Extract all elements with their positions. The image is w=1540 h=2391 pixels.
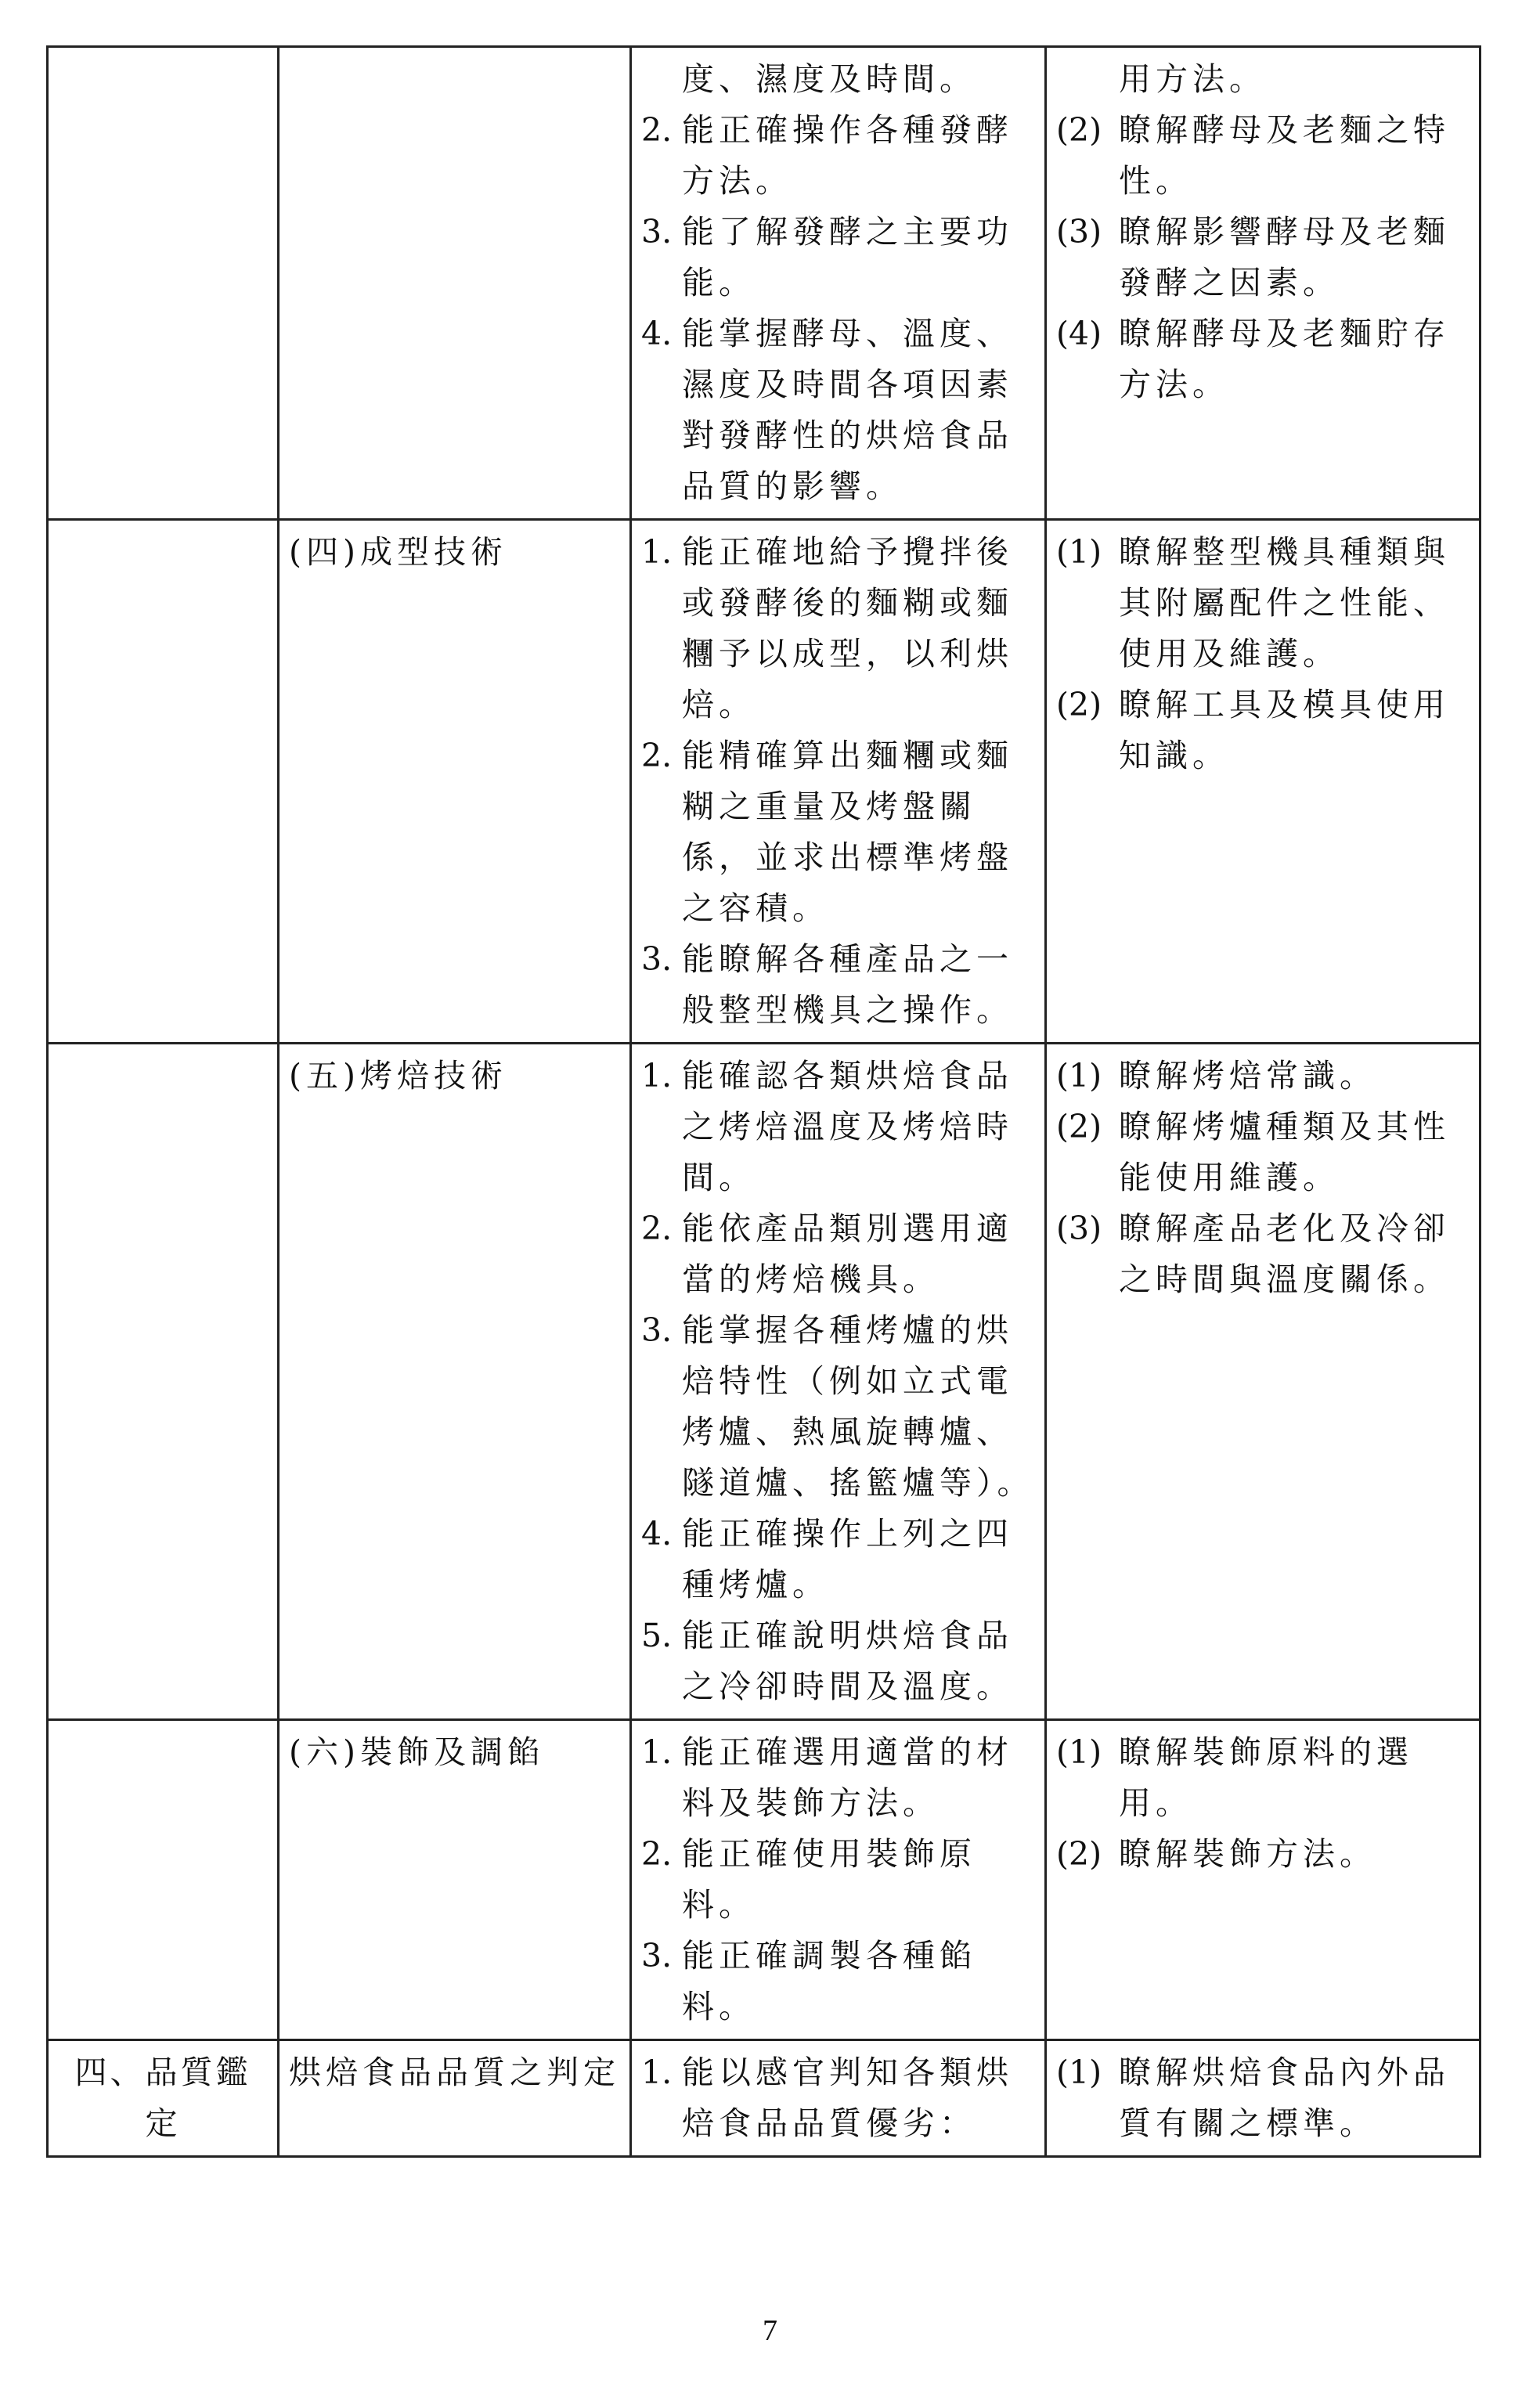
ability-item-text: 度、濕度及時間。 — [682, 60, 976, 98]
ability-cell — [631, 520, 1046, 1044]
category-cell — [48, 47, 279, 520]
ability-item — [641, 308, 1035, 512]
ability-item-number: 4. — [641, 315, 673, 352]
knowledge-item-text: 瞭解產品老化及冷卻之時間與溫度關係。 — [1119, 1210, 1450, 1298]
knowledge-item-text: 瞭解工具及模具使用知識。 — [1119, 686, 1450, 774]
knowledge-item — [1056, 207, 1470, 308]
knowledge-item-text: 瞭解烤焙常識。 — [1119, 1057, 1376, 1095]
skill-cell — [279, 520, 631, 1044]
knowledge-cell — [1046, 520, 1480, 1044]
knowledge-item-number: (2) — [1056, 111, 1102, 149]
knowledge-item-text: 瞭解酵母及老麵之特性。 — [1119, 111, 1450, 200]
ability-item-text: 能正確說明烘焙食品之冷卻時間及溫度。 — [682, 1617, 1013, 1705]
ability-item-number: 3. — [641, 1937, 673, 1974]
skills-table-body — [48, 47, 1480, 2157]
ability-item-text: 能掌握酵母、溫度、濕度及時間各項因素對發酵性的烘焙食品品質的影響。 — [682, 315, 1013, 505]
category-cell — [48, 1044, 279, 1720]
skill-cell — [279, 1720, 631, 2040]
knowledge-item-text: 瞭解影響酵母及老麵發酵之因素。 — [1119, 213, 1450, 301]
knowledge-item-text: 用方法。 — [1119, 60, 1266, 98]
ability-item — [641, 54, 1035, 105]
ability-item — [641, 2047, 1035, 2149]
knowledge-item-number: (1) — [1056, 1733, 1102, 1771]
knowledge-item-number: (2) — [1056, 1108, 1102, 1145]
ability-item — [641, 1727, 1035, 1829]
knowledge-item — [1056, 1102, 1470, 1203]
ability-item-text: 能正確選用適當的材料及裝飾方法。 — [682, 1733, 1013, 1822]
category-cell — [48, 2040, 279, 2157]
knowledge-item-text: 瞭解烤爐種類及其性能使用維護。 — [1119, 1108, 1450, 1196]
ability-item-text: 能了解發酵之主要功能。 — [682, 213, 1013, 301]
skill-label: (六)裝飾及調餡 — [289, 1733, 544, 1771]
ability-item — [641, 1051, 1035, 1203]
knowledge-item-number: (1) — [1056, 2054, 1102, 2091]
ability-item-number: 1. — [641, 1733, 673, 1771]
ability-item — [641, 105, 1035, 207]
knowledge-item — [1056, 680, 1470, 781]
knowledge-item — [1056, 1829, 1470, 1880]
ability-item-text: 能正確地給予攪拌後或發酵後的麵糊或麵糰予以成型，以利烘焙。 — [682, 533, 1013, 723]
ability-item-text: 能瞭解各種產品之一般整型機具之操作。 — [682, 940, 1013, 1029]
ability-item-number: 2. — [641, 111, 673, 149]
knowledge-cell — [1046, 47, 1480, 520]
knowledge-item-text: 瞭解裝飾方法。 — [1119, 1835, 1376, 1873]
ability-item-text: 能正確調製各種餡料。 — [682, 1937, 976, 2025]
category-label: 四、品質鑑定 — [74, 2054, 251, 2142]
knowledge-item — [1056, 527, 1470, 680]
knowledge-item-number — [1056, 54, 1119, 105]
knowledge-item-number: (3) — [1056, 213, 1102, 251]
ability-item-number: 4. — [641, 1515, 673, 1553]
knowledge-item-number: (3) — [1056, 1210, 1102, 1247]
ability-item-number — [641, 54, 682, 105]
category-cell — [48, 520, 279, 1044]
knowledge-cell — [1046, 2040, 1480, 2157]
ability-item-number: 5. — [641, 1617, 673, 1654]
ability-item-number: 3. — [641, 213, 673, 251]
knowledge-item — [1056, 2047, 1470, 2149]
skill-cell — [279, 47, 631, 520]
ability-item-number: 2. — [641, 1835, 673, 1873]
knowledge-item-text: 瞭解酵母及老麵貯存方法。 — [1119, 315, 1450, 403]
knowledge-item-number: (2) — [1056, 686, 1102, 723]
ability-item-text: 能正確操作上列之四種烤爐。 — [682, 1515, 1013, 1603]
ability-item-text: 能以感官判知各類烘焙食品品質優劣： — [682, 2054, 1013, 2142]
knowledge-item-text: 瞭解烘焙食品內外品質有關之標準。 — [1119, 2054, 1450, 2142]
skill-label: (四)成型技術 — [289, 533, 507, 571]
ability-cell — [631, 1044, 1046, 1720]
page-number: 7 — [763, 2314, 777, 2347]
knowledge-item-text: 瞭解裝飾原料的選用。 — [1119, 1733, 1413, 1822]
ability-item-number: 1. — [641, 533, 673, 571]
ability-item — [641, 1509, 1035, 1610]
knowledge-item — [1056, 1051, 1470, 1102]
ability-cell — [631, 2040, 1046, 2157]
ability-cell — [631, 1720, 1046, 2040]
ability-item-text: 能掌握各種烤爐的烘焙特性（例如立式電烤爐、熱風旋轉爐、隧道爐、搖籃爐等）。 — [682, 1311, 1034, 1502]
ability-item — [641, 207, 1035, 308]
knowledge-cell — [1046, 1044, 1480, 1720]
skills-table — [46, 45, 1481, 2158]
knowledge-item — [1056, 105, 1470, 207]
knowledge-item — [1056, 54, 1470, 105]
ability-item — [641, 1829, 1035, 1931]
ability-item — [641, 1305, 1035, 1509]
ability-item-number: 3. — [641, 940, 673, 978]
ability-item-number: 2. — [641, 1210, 673, 1247]
ability-item — [641, 934, 1035, 1036]
knowledge-item-text: 瞭解整型機具種類與其附屬配件之性能、使用及維護。 — [1119, 533, 1450, 673]
knowledge-cell — [1046, 1720, 1480, 2040]
skill-label: (五)烤焙技術 — [289, 1057, 507, 1095]
ability-item-text: 能精確算出麵糰或麵糊之重量及烤盤關係，並求出標準烤盤之容積。 — [682, 737, 1013, 927]
knowledge-item — [1056, 1727, 1470, 1829]
ability-item-number: 1. — [641, 2054, 673, 2091]
knowledge-item-number: (1) — [1056, 533, 1102, 571]
knowledge-item — [1056, 1203, 1470, 1305]
ability-item-number: 1. — [641, 1057, 673, 1095]
table-row — [48, 1044, 1480, 1720]
table-row — [48, 1720, 1480, 2040]
table-row — [48, 47, 1480, 520]
skill-cell — [279, 2040, 631, 2157]
ability-item-number: 3. — [641, 1311, 673, 1349]
skill-cell — [279, 1044, 631, 1720]
skill-label: 烘焙食品品質之判定 — [289, 2054, 620, 2091]
ability-item-number: 2. — [641, 737, 673, 774]
category-cell — [48, 1720, 279, 2040]
ability-item — [641, 1203, 1035, 1305]
ability-item-text: 能正確使用裝飾原料。 — [682, 1835, 976, 1924]
ability-cell — [631, 47, 1046, 520]
table-row — [48, 520, 1480, 1044]
ability-item — [641, 1610, 1035, 1712]
knowledge-item-number: (4) — [1056, 315, 1102, 352]
knowledge-item-number: (1) — [1056, 1057, 1102, 1095]
ability-item-text: 能正確操作各種發酵方法。 — [682, 111, 1013, 200]
ability-item — [641, 527, 1035, 730]
table-row — [48, 2040, 1480, 2157]
ability-item-text: 能確認各類烘焙食品之烤焙溫度及烤焙時間。 — [682, 1057, 1013, 1196]
knowledge-item-number: (2) — [1056, 1835, 1102, 1873]
knowledge-item — [1056, 308, 1470, 410]
ability-item — [641, 730, 1035, 934]
ability-item — [641, 1931, 1035, 2032]
ability-item-text: 能依產品類別選用適當的烤焙機具。 — [682, 1210, 1013, 1298]
